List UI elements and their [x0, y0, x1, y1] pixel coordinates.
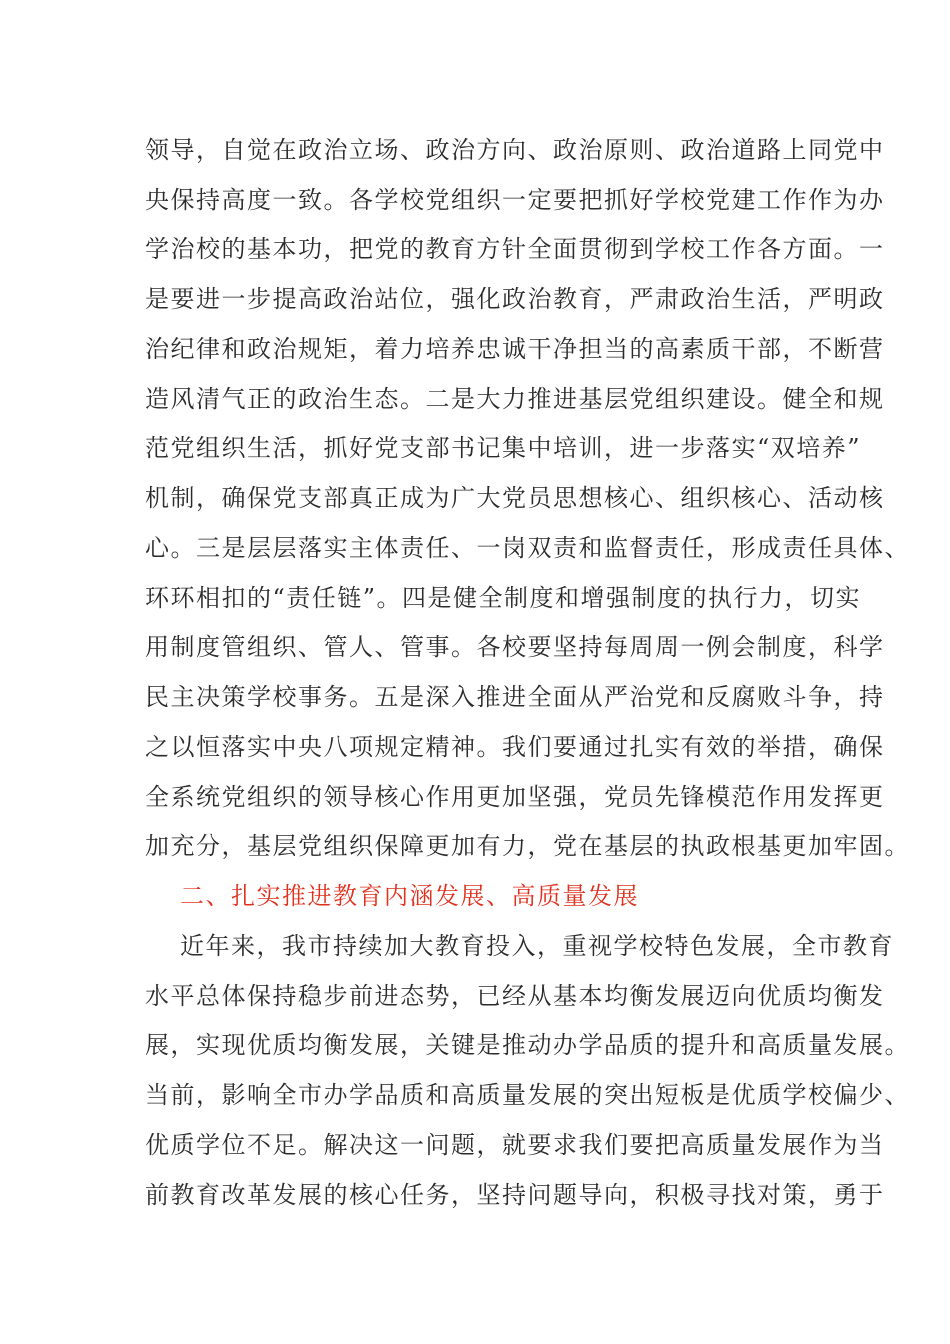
paragraph-line: 范党组织生活，抓好党支部书记集中培训，进一步落实“双培养”: [145, 434, 862, 462]
paragraph-line: 学治校的基本功，把党的教育方针全面贯彻到学校工作各方面。一: [145, 235, 885, 263]
paragraph-line: 展，实现优质均衡发展，关键是推动办学品质的提升和高质量发展。: [145, 1031, 910, 1059]
paragraph-line: 之以恒落实中央八项规定精神。我们要通过扎实有效的举措，确保: [145, 733, 885, 761]
paragraph-line: 造风清气正的政治生态。二是大力推进基层党组织建设。健全和规: [145, 385, 885, 413]
paragraph-line: 央保持高度一致。各学校党组织一定要把抓好学校党建工作作为办: [145, 186, 885, 214]
paragraph-line: 前教育改革发展的核心任务，坚持问题导向，积极寻找对策，勇于: [145, 1181, 885, 1209]
section-heading: 二、扎实推进教育内涵发展、高质量发展: [180, 882, 639, 910]
paragraph-line: 领导，自觉在政治立场、政治方向、政治原则、政治道路上同党中: [145, 136, 885, 164]
paragraph-line: 治纪律和政治规矩，着力培养忠诚干净担当的高素质干部，不断营: [145, 335, 885, 363]
paragraph-line: 民主决策学校事务。五是深入推进全面从严治党和反腐败斗争，持: [145, 683, 885, 711]
paragraph-line: 环环相扣的“责任链”。四是健全制度和增强制度的执行力，切实: [145, 584, 862, 612]
paragraph-line: 近年来，我市持续加大教育投入，重视学校特色发展，全市教育: [180, 932, 894, 960]
paragraph-line: 当前，影响全市办学品质和高质量发展的突出短板是优质学校偏少、: [145, 1081, 910, 1109]
paragraph-line: 机制，确保党支部真正成为广大党员思想核心、组织核心、活动核: [145, 484, 885, 512]
paragraph-line: 全系统党组织的领导核心作用更加坚强，党员先锋模范作用发挥更: [145, 783, 885, 811]
paragraph-line: 心。三是层层落实主体责任、一岗双责和监督责任，形成责任具体、: [145, 534, 910, 562]
paragraph-line: 用制度管组织、管人、管事。各校要坚持每周周一例会制度，科学: [145, 633, 885, 661]
paragraph-line: 优质学位不足。解决这一问题，就要求我们要把高质量发展作为当: [145, 1131, 885, 1159]
paragraph-line: 水平总体保持稳步前进态势，已经从基本均衡发展迈向优质均衡发: [145, 982, 885, 1010]
paragraph-line: 加充分，基层党组织保障更加有力，党在基层的执政根基更加牢固。: [145, 832, 910, 860]
paragraph-line: 是要进一步提高政治站位，强化政治教育，严肃政治生活，严明政: [145, 285, 885, 313]
